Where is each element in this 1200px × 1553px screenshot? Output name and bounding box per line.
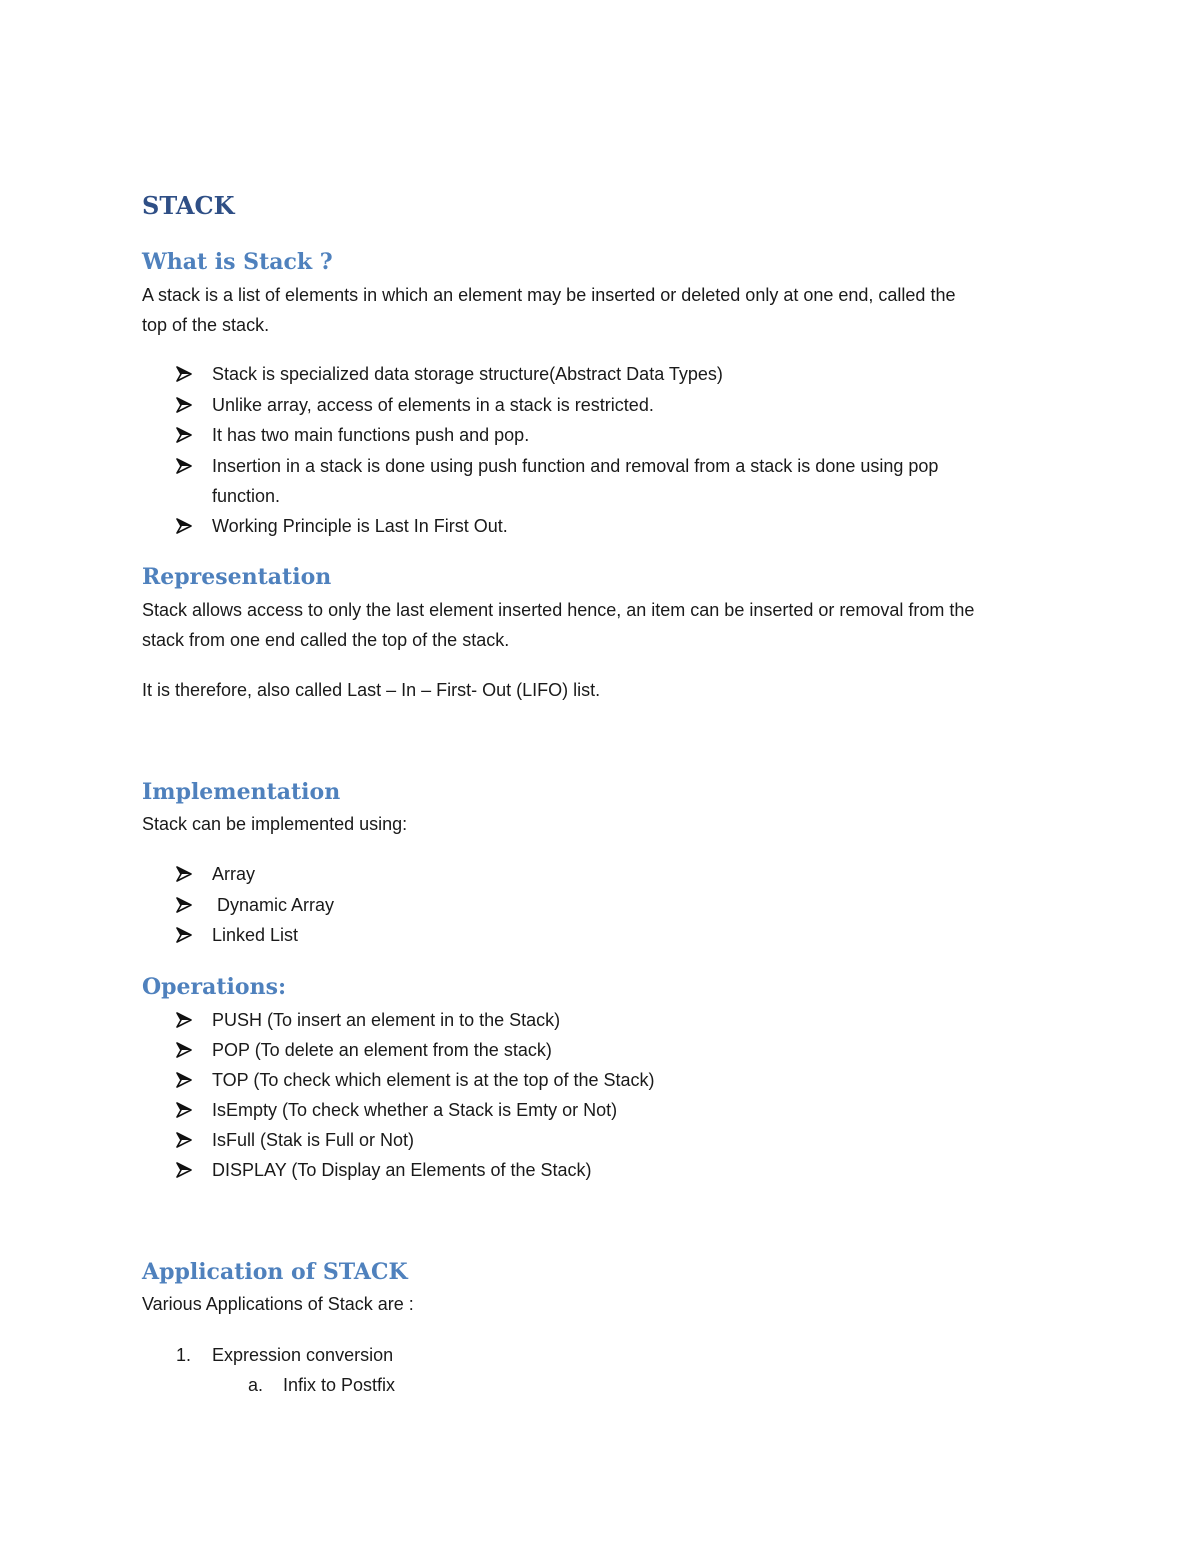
what-bullet-5: Working Principle is Last In First Out. [212,516,508,536]
operations-bullet-5: IsFull (Stak is Full or Not) [212,1130,415,1150]
arrow-bullet-icon [176,1132,192,1148]
what-bullet-1: Stack is specialized data storage structure(Abstract Data Types) [212,364,723,384]
arrow-bullet-icon [176,366,192,382]
what-bullet-4: Insertion in a stack is done using push function and removal from a stack is done using pop [212,456,939,476]
what-para-line1: A stack is a list of elements in which an element may be inserted or deleted only at one end, called the [142,285,956,305]
representation-para-line1: Stack allows access to only the last element inserted hence, an item can be inserted or removal from the [142,600,975,620]
representation-para2: It is therefore, also called Last – In – First- Out (LIFO) list. [142,680,601,700]
arrow-bullet-icon [176,866,192,882]
arrow-bullet-icon [176,1162,192,1178]
heading-representation: Representation [142,564,332,590]
arrow-bullet-icon [176,897,192,913]
heading-implementation: Implementation [142,779,341,805]
page-title: STACK [142,191,235,220]
implementation-bullet-1: Array [212,864,256,884]
heading-what-is-stack: What is Stack ? [142,249,333,275]
operations-bullet-3: TOP (To check which element is at the top of the Stack) [212,1070,655,1090]
arrow-bullet-icon [176,1072,192,1088]
operations-bullet-4: IsEmpty (To check whether a Stack is Emty or Not) [212,1100,618,1120]
implementation-intro: Stack can be implemented using: [142,814,408,834]
application-intro: Various Applications of Stack are : [142,1294,414,1314]
what-bullet-3: It has two main functions push and pop. [212,425,530,445]
list-number: 1. [176,1345,192,1365]
arrow-bullet-icon [176,1012,192,1028]
arrow-bullet-icon [176,397,192,413]
application-item-1: Expression conversion [212,1345,394,1365]
list-letter: a. [248,1375,264,1395]
arrow-bullet-icon [176,458,192,474]
operations-bullet-1: PUSH (To insert an element in to the Stack) [212,1010,561,1030]
arrow-bullet-icon [176,518,192,534]
arrow-bullet-icon [176,1102,192,1118]
arrow-bullet-icon [176,927,192,943]
arrow-bullet-icon [176,1042,192,1058]
application-sub-item-a: Infix to Postfix [283,1375,396,1395]
heading-operations: Operations: [142,974,287,1000]
operations-bullet-6: DISPLAY (To Display an Elements of the Stack) [212,1160,592,1180]
representation-para-line2: stack from one end called the top of the stack. [142,630,510,650]
implementation-bullet-2: Dynamic Array [212,895,335,915]
heading-application: Application of STACK [142,1259,408,1285]
what-bullet-2: Unlike array, access of elements in a stack is restricted. [212,395,654,415]
operations-bullet-2: POP (To delete an element from the stack) [212,1040,552,1060]
implementation-bullet-3: Linked List [212,925,299,945]
what-bullet-4-cont: function. [212,486,281,506]
arrow-bullet-icon [176,427,192,443]
what-para-line2: top of the stack. [142,315,270,335]
